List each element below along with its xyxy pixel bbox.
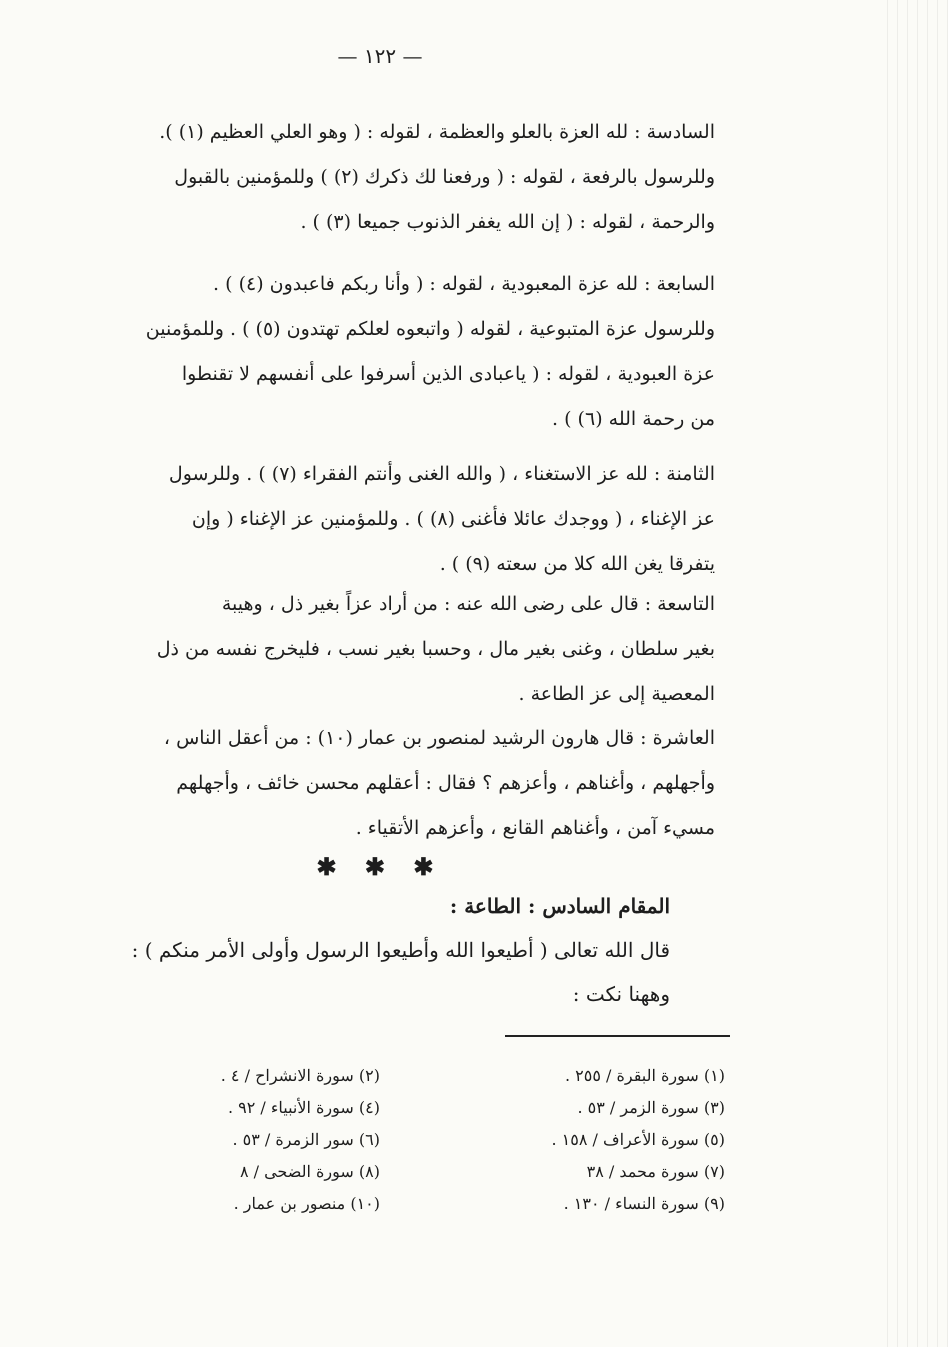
- paragraph-ninth: [55, 582, 715, 717]
- text-line: المعصية إلى عز الطاعة .: [518, 683, 715, 705]
- footnote: (٥) سورة الأعراف / ١٥٨ .: [551, 1130, 725, 1149]
- text-line: الثامنة : لله عز الاستغناء ، ( والله الغنى وأنتم الفقراء (٧) ) . وللرسول: [168, 463, 715, 485]
- paragraph-eighth: [55, 452, 715, 587]
- text-line: السادسة : لله العزة بالعلو والعظمة ، لقوله : ( وهو العلي العظيم (١) ).: [159, 121, 715, 143]
- text-line: وللرسول بالرفعة ، لقوله : ( ورفعنا لك ذكرك (٢) ) وللمؤمنين بالقبول: [174, 166, 715, 188]
- page-number: — ١٢٢ —: [337, 44, 423, 68]
- text-line: السابعة : لله عزة المعبودية ، لقوله : ( وأنا ربكم فاعبدون (٤) ) .: [213, 273, 715, 295]
- maqam-title: المقام السادس : الطاعة :: [449, 894, 670, 918]
- text-line: عزة العبودية ، لقوله : ( ياعبادى الذين أسرفوا على أنفسهم لا تقنطوا: [181, 363, 715, 385]
- text-line: وللرسول عزة المتبوعية ، لقوله ( واتبعوه لعلكم تهتدون (٥) ) . وللمؤمنين: [145, 318, 715, 340]
- paragraph-sixth: [55, 110, 715, 245]
- maqam-verse: قال الله تعالى ( أطيعوا الله وأطيعوا الرسول وأولى الأمر منكم ) :: [131, 938, 670, 962]
- footnote: (١) سورة البقرة / ٢٥٥ .: [564, 1066, 725, 1085]
- footnotes-left-column: [150, 1060, 380, 1220]
- text-line: يتفرقا يغن الله كلا من سعته (٩) ) .: [439, 553, 715, 575]
- footnote: (٣) سورة الزمر / ٥٣ .: [577, 1098, 725, 1117]
- paragraph-seventh: [55, 262, 715, 442]
- text-line: عز الإغناء ، ( ووجدك عائلا فأغنى (٨) ) . وللمؤمنين عز الإغناء ( وإن: [191, 508, 715, 530]
- footnotes-right-column: [470, 1060, 725, 1220]
- text-line: من رحمة الله (٦) ) .: [552, 408, 715, 430]
- footnote: (١٠) منصور بن عمار .: [233, 1194, 380, 1213]
- footnote: (٤) سورة الأنبياء / ٩٢ .: [227, 1098, 380, 1117]
- footnote: (٧) سورة محمد / ٣٨: [586, 1162, 725, 1181]
- footnote: (٩) سورة النساء / ١٣٠ .: [563, 1194, 725, 1213]
- text-line: التاسعة : قال على رضى الله عنه : من أراد عزاً بغير ذل ، وهيبة: [221, 593, 715, 615]
- footnote-divider: [505, 1035, 730, 1037]
- page-edge-texture: [878, 0, 948, 1347]
- paragraph-tenth: [55, 716, 715, 851]
- text-line: والرحمة ، لقوله : ( إن الله يغفر الذنوب جميعا (٣) ) .: [300, 211, 715, 233]
- maqam-tail: وههنا نكت :: [572, 982, 670, 1006]
- section-separator: ✱ ✱ ✱: [316, 852, 444, 881]
- text-line: بغير سلطان ، وغنى بغير مال ، وحسبا بغير نسب ، فليخرج نفسه من ذل: [156, 638, 715, 660]
- footnote: (٨) سورة الضحى / ٨: [239, 1162, 380, 1181]
- footnote: (٢) سورة الانشراح / ٤ .: [220, 1066, 380, 1085]
- footnote: (٦) سور الزمرة / ٥٣ .: [232, 1130, 380, 1149]
- text-line: مسيء آمن ، وأغناهم القانع ، وأعزهم الأتقياء .: [355, 817, 715, 839]
- text-line: وأجهلهم ، وأغناهم ، وأعزهم ؟ فقال : أعقلهم محسن خائف ، وأجهلهم: [176, 772, 715, 794]
- maqam-section: [55, 884, 670, 1016]
- text-line: العاشرة : قال هارون الرشيد لمنصور بن عمار (١٠) : من أعقل الناس ،: [163, 727, 715, 749]
